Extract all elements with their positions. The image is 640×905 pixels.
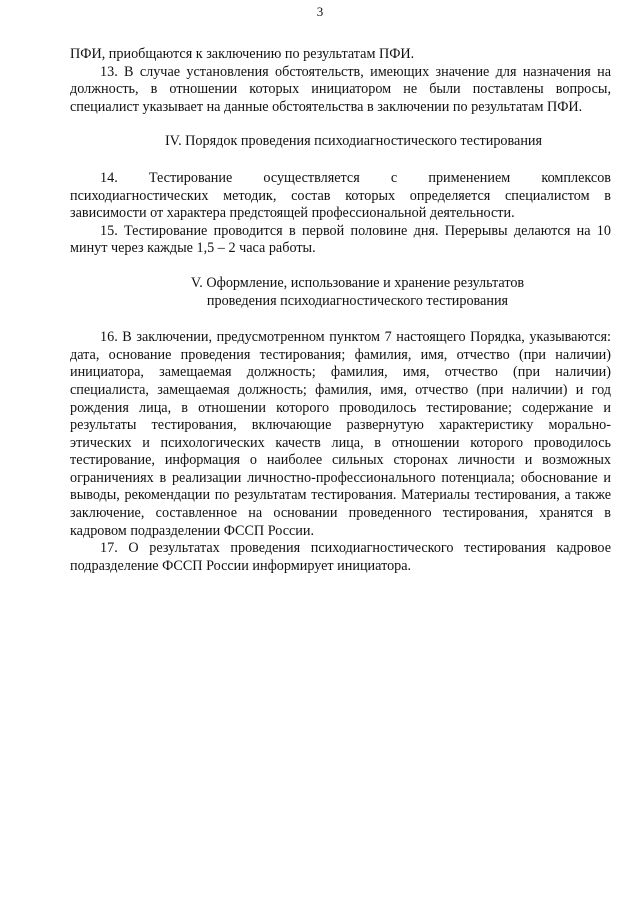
page-number: 3 bbox=[316, 4, 324, 19]
paragraph-14: 14. Тестирование осуществляется с применением комплексов психодиагностических методик, состав которых определяется специалистом в зависимости от характера предстоящей профессиональной деятельности. bbox=[70, 169, 611, 222]
paragraph-13: 13. В случае установления обстоятельств, имеющих значение для назначения на должность, в отношении которых инициатором не были поставлены вопросы, специалист указывает на данные обстоятельства в заключении по результатам ПФИ. bbox=[70, 63, 611, 115]
document-body bbox=[70, 46, 611, 575]
paragraph-continuation: ПФИ, приобщаются к заключению по результатам ПФИ. bbox=[70, 46, 415, 62]
paragraph-15: 15. Тестирование проводится в первой половине дня. Перерывы делаются на 10 минут через каждые 1,5 – 2 часа работы. bbox=[70, 222, 611, 257]
section-5-heading bbox=[70, 275, 611, 310]
section-4-heading: IV. Порядок проведения психодиагностического тестирования bbox=[164, 133, 543, 150]
section-5-heading-line-1: V. Оформление, использование и хранение результатов bbox=[190, 274, 525, 291]
section-5-heading-line-2: проведения психодиагностического тестирования bbox=[206, 292, 509, 309]
paragraph-16: 16. В заключении, предусмотренном пунктом 7 настоящего Порядка, указываются: дата, основание проведения тестирования; фамилия, имя, отчество (при наличии) инициатора, замещаемая должность; фамилия, имя, отчество (при наличии) специалиста, замещаемая должность; фамилия, имя, отчество (при наличии) и год рождения лица, в отношении которого проводилось тестирование; содержание и результаты тестирования, включающие развернутую характеристику морально-этических и психологических качеств лица, в отношении которого проводилось тестирование, информация о наиболее сильных сторонах личности и возможных ограничениях в реализации личностно-профессионального потенциала; обоснование и выводы, рекомендации по результатам тестирования. Материалы тестирования, а также заключение, составленное на основании проведенного тестирования, хранятся в кадровом подразделении ФССП России. bbox=[70, 329, 611, 539]
paragraph-17: 17. О результатах проведения психодиагностического тестирования кадровое подразделение ФССП России информирует инициатора. bbox=[70, 540, 611, 574]
